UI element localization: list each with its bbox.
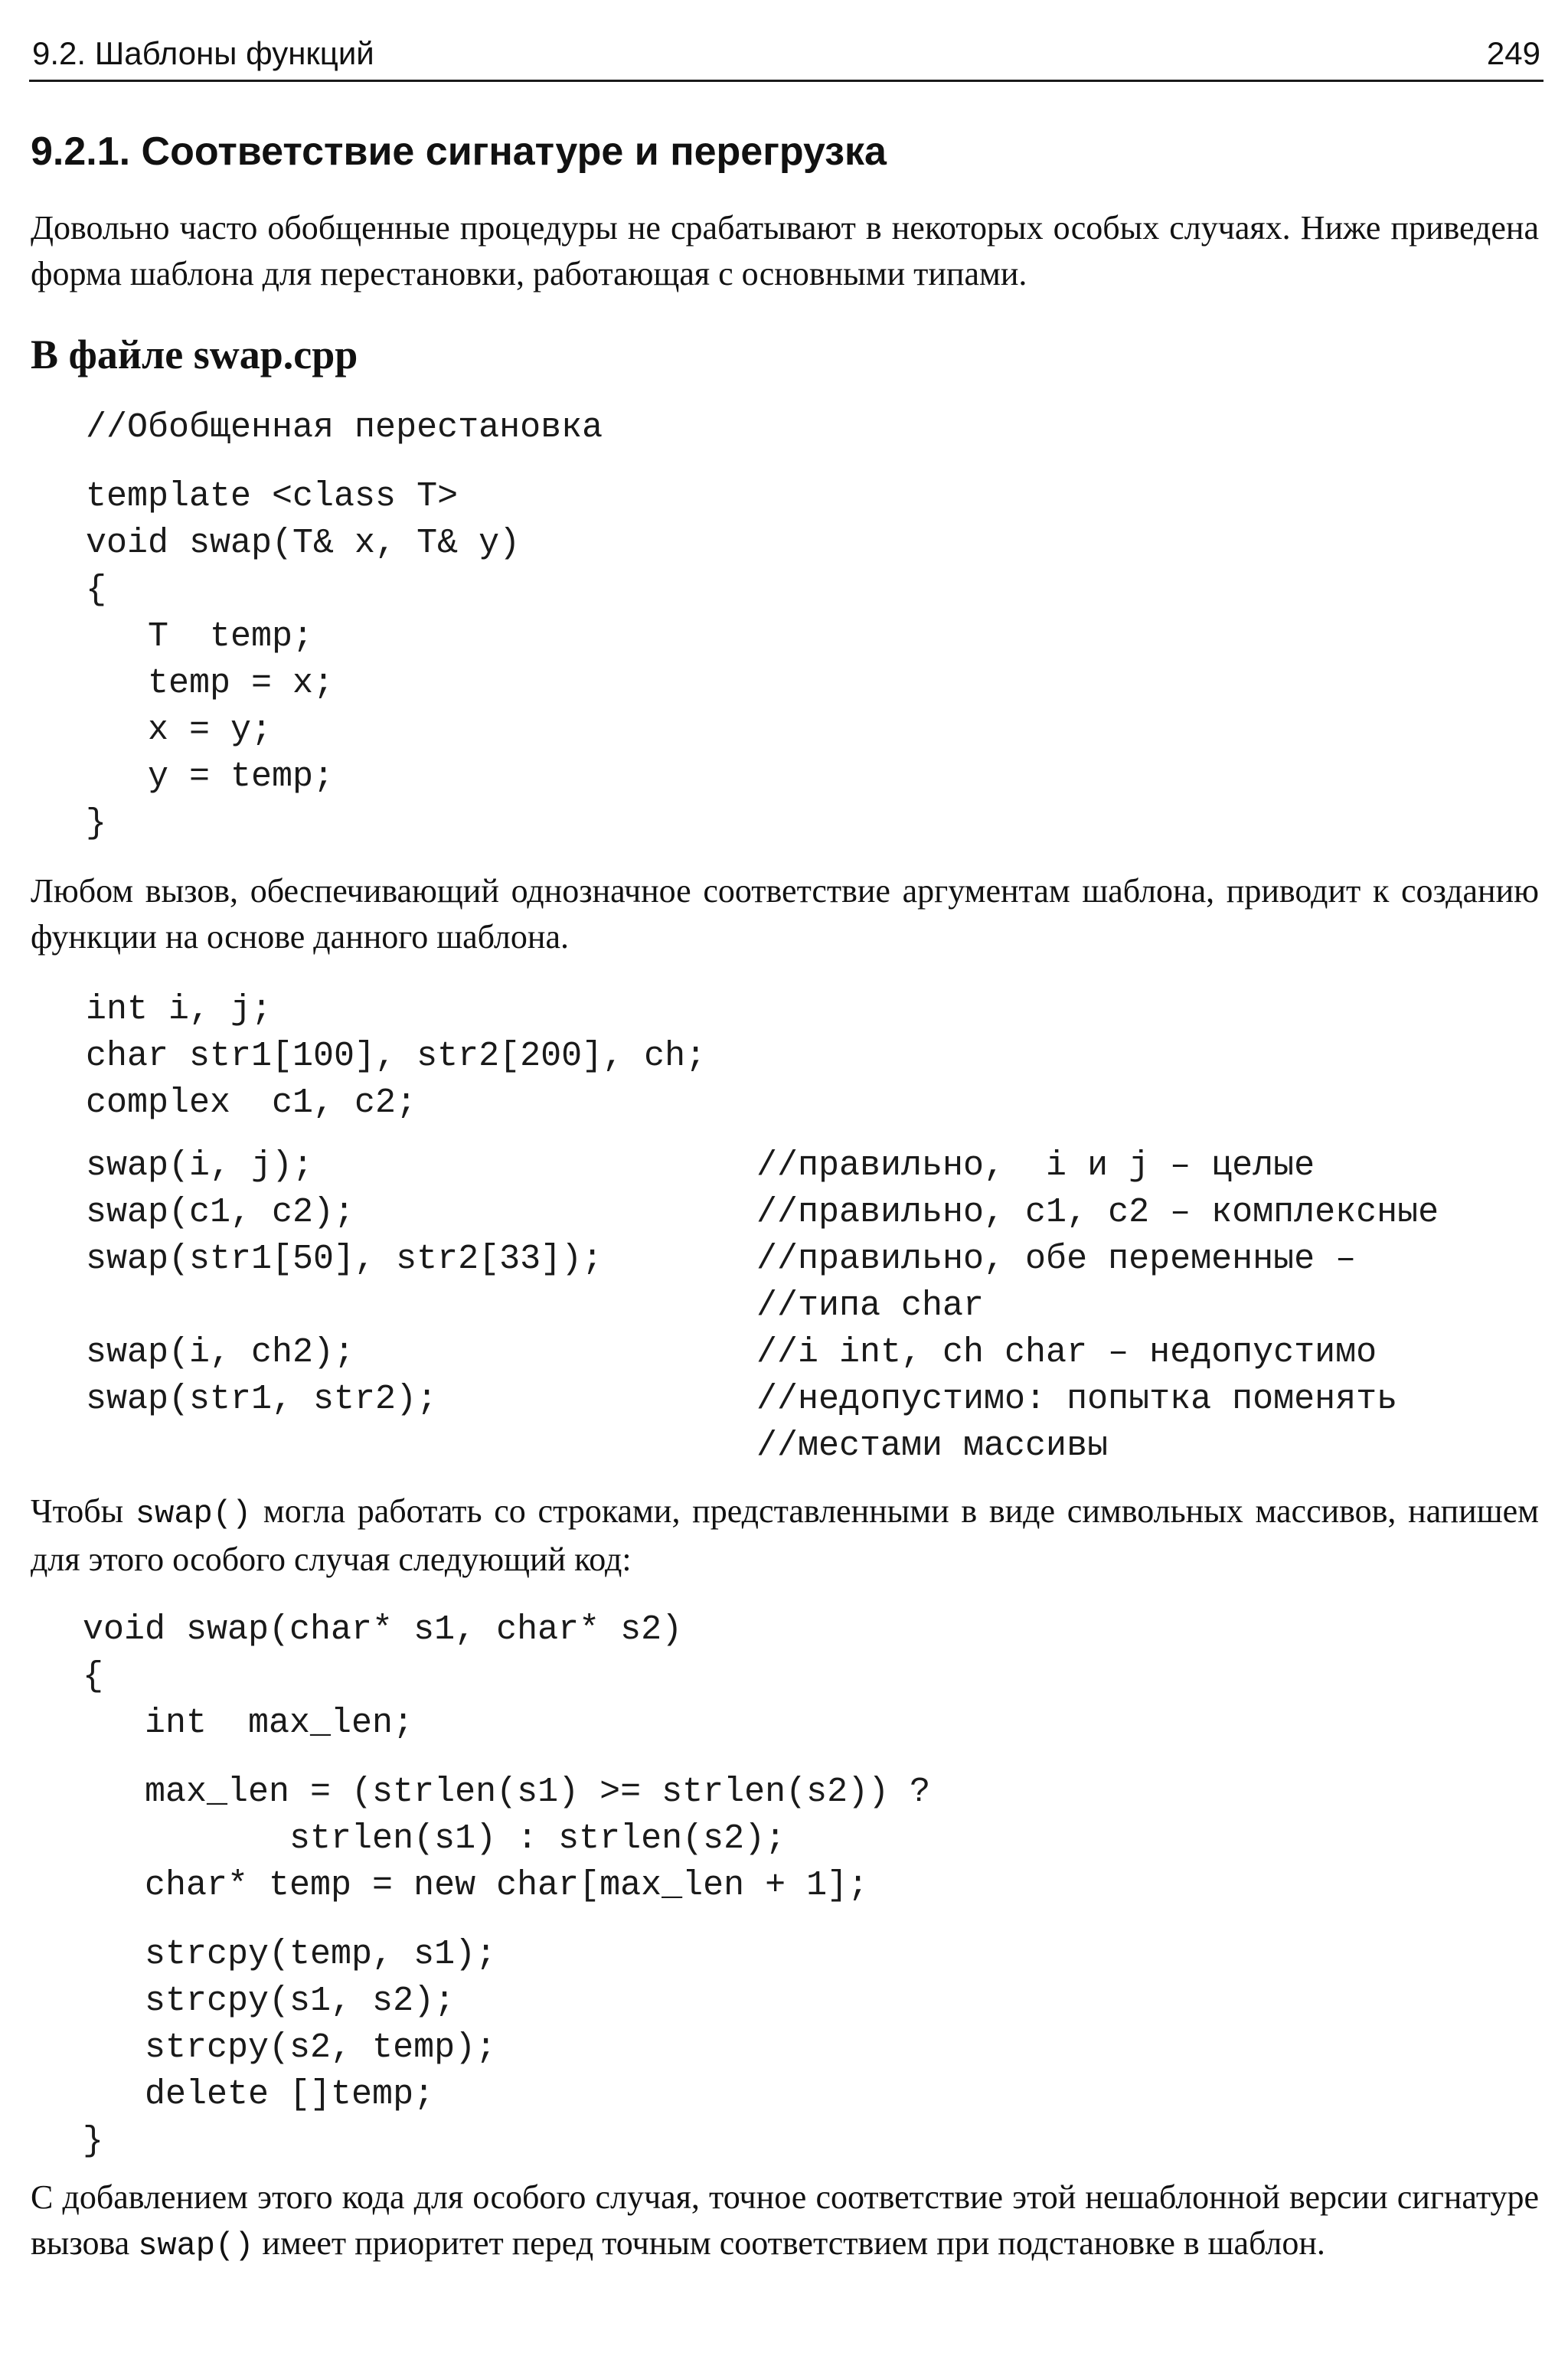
code-line: void swap(T& x, T& y)	[86, 524, 521, 563]
code-call-row	[86, 1142, 1548, 1189]
code-comment: //правильно, i и j – целые	[756, 1146, 1315, 1185]
code-call: swap(i, ch2);	[86, 1333, 355, 1372]
code-line	[83, 1747, 930, 1769]
code-block-template	[86, 404, 603, 847]
code-call-row	[86, 1236, 1548, 1283]
code-call-row	[86, 1329, 1548, 1376]
code-line: T temp;	[86, 617, 314, 656]
code-line: strcpy(s2, temp);	[83, 2028, 497, 2067]
code-line: }	[86, 804, 107, 843]
code-line: strcpy(s1, s2);	[83, 1982, 456, 2021]
section-heading: 9.2.1. Соответствие сигнатуре и перегрузка	[31, 129, 887, 174]
code-comment: //типа char	[756, 1286, 985, 1325]
header-section-title: 9.2. Шаблоны функций	[32, 35, 374, 71]
code-line: //Обобщенная перестановка	[86, 408, 603, 447]
code-line: max_len = (strlen(s1) >= strlen(s2)) ?	[83, 1773, 931, 1812]
code-call-row	[86, 1423, 1548, 1469]
paragraph-call-rules: Любом вызов, обеспечивающий однозначное соответствие аргументам шаблона, приводит к созданию функции на основе данного шаблона.	[31, 872, 1539, 956]
code-line: void swap(char* s1, char* s2)	[83, 1610, 683, 1649]
code-line	[83, 1909, 930, 1931]
code-line: y = temp;	[86, 757, 335, 796]
code-line: int i, j;	[86, 990, 273, 1029]
code-line: complex c1, c2;	[86, 1083, 417, 1122]
code-line	[86, 451, 603, 473]
code-line: x = y;	[86, 711, 273, 750]
file-heading: В файле swap.cpp	[31, 332, 358, 377]
code-call: swap(c1, c2);	[86, 1193, 355, 1232]
paragraph-text: С добавлением этого кода для особого случая, точное соответствие этой нешаблонной версии сигнатуре вызова	[31, 2178, 1539, 2262]
paragraph-char-arrays	[31, 1488, 1539, 1583]
code-call-row	[86, 1283, 1548, 1329]
code-line: temp = x;	[86, 664, 335, 703]
code-comment: //правильно, обе переменные –	[756, 1240, 1357, 1279]
code-line: strcpy(temp, s1);	[83, 1935, 497, 1974]
paragraph-priority	[31, 2175, 1539, 2269]
inline-code: swap()	[135, 1495, 252, 1532]
code-call: swap(i, j);	[86, 1146, 314, 1185]
code-comment: //недопустимо: попытка поменять	[756, 1380, 1398, 1419]
code-line: char str1[100], str2[200], ch;	[86, 1037, 707, 1076]
code-line: int max_len;	[83, 1704, 414, 1743]
code-call: swap(str1, str2);	[86, 1380, 438, 1419]
paragraph-text: имеет приоритет перед точным соответствием при подстановке в шаблон.	[253, 2224, 1325, 2262]
code-call-row	[86, 1189, 1548, 1236]
code-line: delete []temp;	[83, 2075, 435, 2114]
intro-paragraph: Довольно часто обобщенные процедуры не срабатывают в некоторых особых случаях. Ниже приведена форма шаблона для перестановки, работающая с основными типами.	[31, 209, 1539, 292]
code-line: strlen(s1) : strlen(s2);	[83, 1819, 786, 1858]
code-block-specialization	[83, 1606, 930, 2165]
paragraph-text: могла работать со строками, представленными в виде символьных массивов, напишем для этого особого случая следующий код:	[31, 1492, 1539, 1578]
page-number: 249	[1486, 35, 1540, 71]
code-line: }	[83, 2122, 104, 2161]
code-comment: //правильно, c1, c2 – комплексные	[756, 1193, 1439, 1232]
code-line: template <class T>	[86, 477, 459, 516]
code-block-calls	[86, 1142, 1548, 1469]
code-call-row	[86, 1376, 1548, 1423]
code-line: {	[83, 1657, 104, 1696]
code-call: swap(str1[50], str2[33]);	[86, 1240, 603, 1279]
code-comment: //местами массивы	[756, 1426, 1109, 1466]
running-header	[29, 32, 1544, 82]
code-block-declarations	[86, 986, 706, 1126]
code-line: {	[86, 570, 107, 609]
inline-code: swap()	[138, 2227, 254, 2264]
code-comment: //i int, ch char – недопустимо	[756, 1333, 1377, 1372]
paragraph-text: Чтобы	[31, 1492, 136, 1530]
code-line: char* temp = new char[max_len + 1];	[83, 1866, 869, 1905]
